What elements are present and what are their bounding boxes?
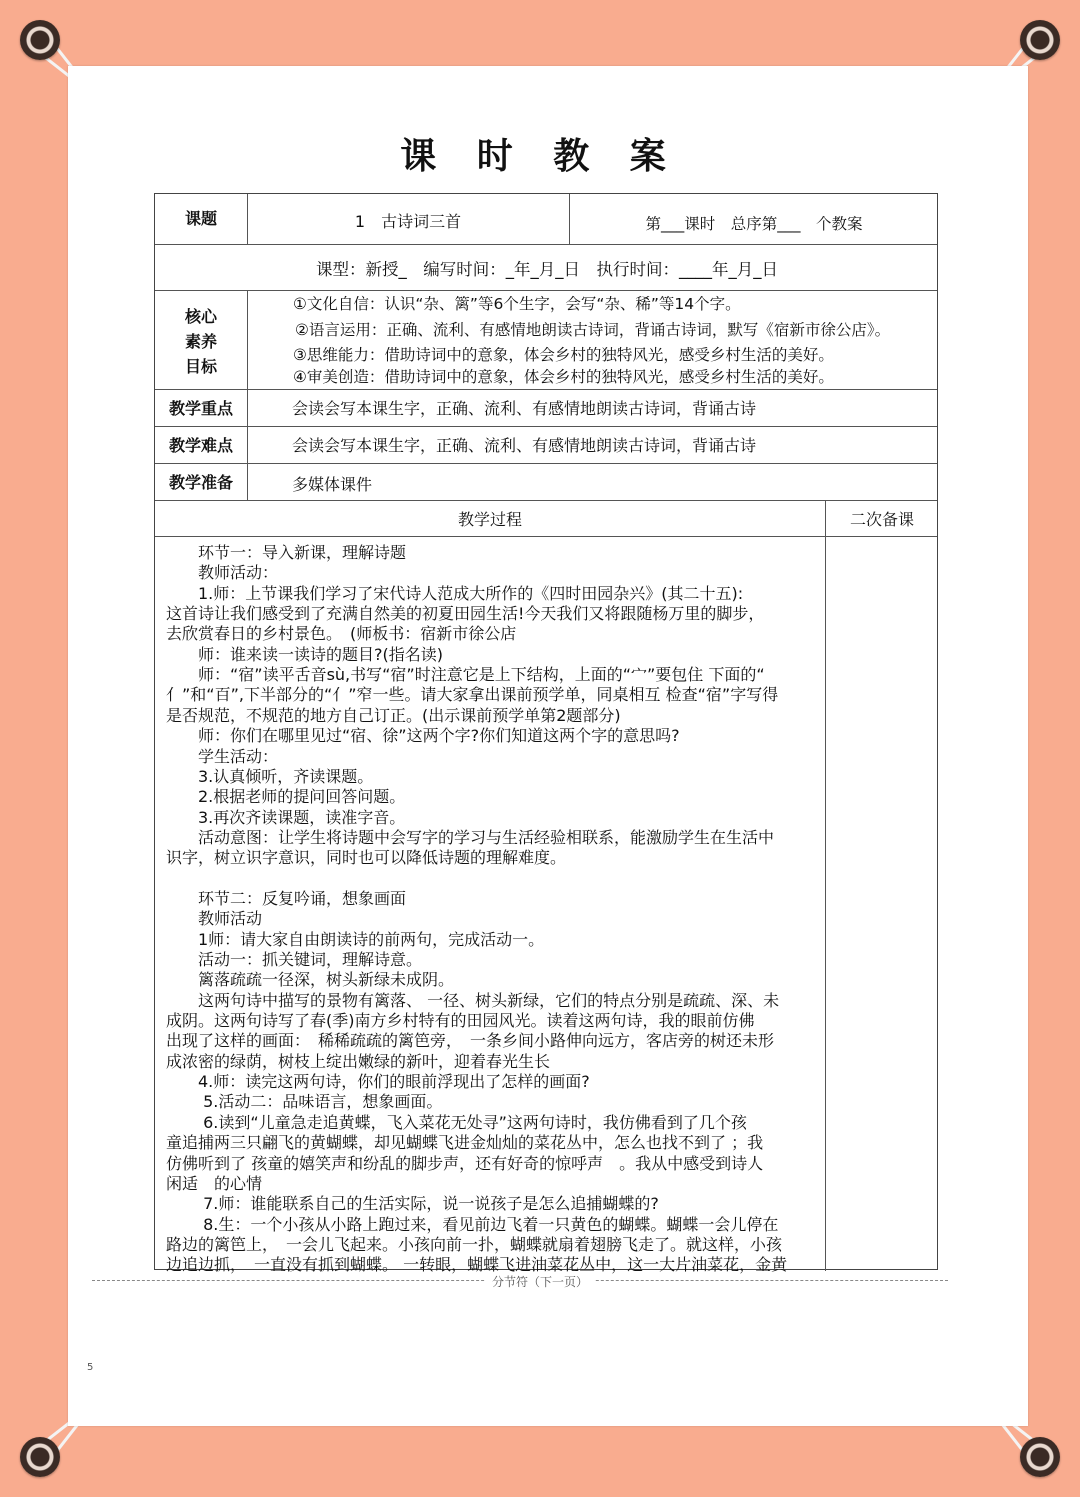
process-line: 师：你们在哪里见过“宿、徐”这两个字?你们知道这两个字的意思吗? xyxy=(166,726,680,746)
process-line: 师：谁来读一读诗的题目?(指名读) xyxy=(166,644,443,664)
process-line: 6.读到“儿童急走追黄蝶，飞入菜花无处寻”这两句诗时，我仿佛看到了几个孩 xyxy=(166,1112,747,1132)
process-line: 教师活动 xyxy=(166,909,263,929)
process-line: 1.师：上节课我们学习了宋代诗人范成大所作的《四时田园杂兴》(其二十五): xyxy=(166,583,744,603)
row-divider xyxy=(155,536,937,537)
difficulty-value: 会读会写本课生字，正确、流利、有感情地朗读古诗词，背诵古诗 xyxy=(292,436,757,455)
row-divider xyxy=(155,244,937,245)
row-divider xyxy=(155,500,937,501)
process-line: 亻”和“百”,下半部分的“亻”窄一些。请大家拿出课前预学单，同桌相互 检查“宿”字写得 xyxy=(166,685,779,705)
row-divider xyxy=(155,463,937,464)
goal-item: ④审美创造：借助诗词中的意象，体会乡村的独特风光，感受乡村生活的美好。 xyxy=(293,368,834,386)
process-line: 童追捕两三只翩飞的黄蝴蝶，却见蝴蝶飞进金灿灿的菜花丛中，怎么也找不到了 ；我 xyxy=(166,1133,764,1153)
topic-value: 1 古诗词三首 xyxy=(354,212,462,231)
row-divider xyxy=(155,290,937,291)
process-line: 教师活动： xyxy=(166,563,279,583)
lesson-info: 第___课时 总序第___ 个教案 xyxy=(645,215,863,233)
process-line: 活动意图：让学生将诗题中会写字的学习与生活经验相联系，能激励学生在生活中 xyxy=(166,827,775,847)
process-line: 环节二：反复吟诵，想象画面 xyxy=(166,888,407,908)
process-line: 7.师：谁能联系自己的生活实际，说一说孩子是怎么追捕蝴蝶的? xyxy=(166,1194,659,1214)
process-line: 闲适 的心情 xyxy=(166,1173,263,1193)
key-point-label: 教学重点 xyxy=(168,399,233,418)
goal-item: ①文化自信：认识“杂、篱”等6个生字，会写“杂、稀”等14个字。 xyxy=(293,295,741,313)
preparation-value: 多媒体课件 xyxy=(292,475,373,494)
process-line: 边追边抓， 一直没有抓到蝴蝶。 一转眼，蝴蝶飞进油菜花丛中，这一大片油菜花，金黄 xyxy=(166,1255,788,1275)
goals-label xyxy=(155,304,247,379)
process-line: 学生活动： xyxy=(166,746,279,766)
process-line: 8.生：一个小孩从小路上跑过来，看见前边飞着一只黄色的蝴蝶。蝴蝶一会儿停在 xyxy=(166,1214,779,1234)
row-divider xyxy=(155,389,937,390)
goal-item: ②语言运用：正确、流利、有感情地朗读古诗词，背诵古诗词，默写《宿新市徐公店》。 xyxy=(295,321,891,339)
process-line: 是否规范，不规范的地方自己订正。(出示课前预学单第2题部分) xyxy=(166,705,621,725)
process-line: 篱落疏疏一径深，树头新绿未成阴。 xyxy=(166,970,455,990)
process-header: 教学过程 xyxy=(457,510,522,529)
process-line: 仿佛听到了 孩童的嬉笑声和纷乱的脚步声，还有好奇的惊呼声 。我从中感受到诗人 xyxy=(166,1153,764,1173)
goals-label-line: 核心 xyxy=(184,307,217,326)
process-line: 成阴。这两句诗写了春(季)南方乡村特有的田园风光。读着这两句诗，我的眼前仿佛 xyxy=(166,1011,755,1031)
process-line: 出现了这样的画面： 稀稀疏疏的篱笆旁， 一条乡间小路伸向远方，客店旁的树还未形 xyxy=(166,1031,775,1051)
row-divider xyxy=(155,426,937,427)
process-line: 识字，树立识字意识，同时也可以降低诗题的理解难度。 xyxy=(166,848,567,868)
process-line: 师：“宿”读平舌音sù,书写“宿”时注意它是上下结构，上面的“宀”要包住 下面的“ xyxy=(166,665,765,685)
topic-label: 课题 xyxy=(184,209,217,228)
col-divider xyxy=(247,290,248,500)
section-break-text: 分节符（下一页） xyxy=(486,1275,594,1289)
revision-header: 二次备课 xyxy=(849,510,914,529)
process-line: 1师：请大家自由朗读诗的前两句，完成活动一。 xyxy=(166,929,545,949)
process-line: 路边的篱笆上， 一会儿飞起来。小孩向前一扑，蝴蝶就扇着翅膀飞走了。就这样，小孩 xyxy=(166,1234,783,1254)
process-line: 5.活动二：品味语言，想象画面。 xyxy=(166,1092,443,1112)
difficulty-label: 教学难点 xyxy=(168,436,233,455)
page-number: 5 xyxy=(87,1362,94,1373)
page-title: 课 时 教 案 xyxy=(400,136,680,177)
goal-item: ③思维能力：借助诗词中的意象，体会乡村的独特风光，感受乡村生活的美好。 xyxy=(293,346,834,364)
process-line: 成浓密的绿荫，树枝上绽出嫩绿的新叶，迎着春光生长 xyxy=(166,1051,551,1071)
meta-line: 课型：新授_ 编写时间：_年_月_日 执行时间：____年_月_日 xyxy=(316,260,778,279)
process-line: 2.根据老师的提问回答问题。 xyxy=(166,787,406,807)
process-line: 4.师：读完这两句诗，你们的眼前浮现出了怎样的画面? xyxy=(166,1072,590,1092)
preparation-label: 教学准备 xyxy=(168,473,233,492)
goals-label-line: 目标 xyxy=(184,357,217,376)
process-line: 3.再次齐读课题，读准字音。 xyxy=(166,807,406,827)
process-line: 环节一：导入新课，理解诗题 xyxy=(166,543,407,562)
process-line: 这首诗让我们感受到了充满自然美的初夏田园生活!今天我们又将跟随杨万里的脚步， xyxy=(166,604,765,624)
process-line: 3.认真倾听，齐读课题。 xyxy=(166,766,374,786)
process-line: 这两句诗中描写的景物有篱落、 一径、树头新绿，它们的特点分别是疏疏、深、未 xyxy=(166,990,780,1010)
process-line: 去欣赏春日的乡村景色。 (师板书：宿新市徐公店 xyxy=(166,624,517,644)
section-break-label xyxy=(0,1273,1080,1290)
col-divider xyxy=(825,500,826,1271)
lesson-plan-table xyxy=(154,193,938,1275)
key-point-value: 会读会写本课生字，正确、流利、有感情地朗读古诗词，背诵古诗 xyxy=(292,399,757,418)
process-line: 活动一：抓关键词，理解诗意。 xyxy=(166,950,423,969)
goals-label-line: 素养 xyxy=(184,332,217,351)
